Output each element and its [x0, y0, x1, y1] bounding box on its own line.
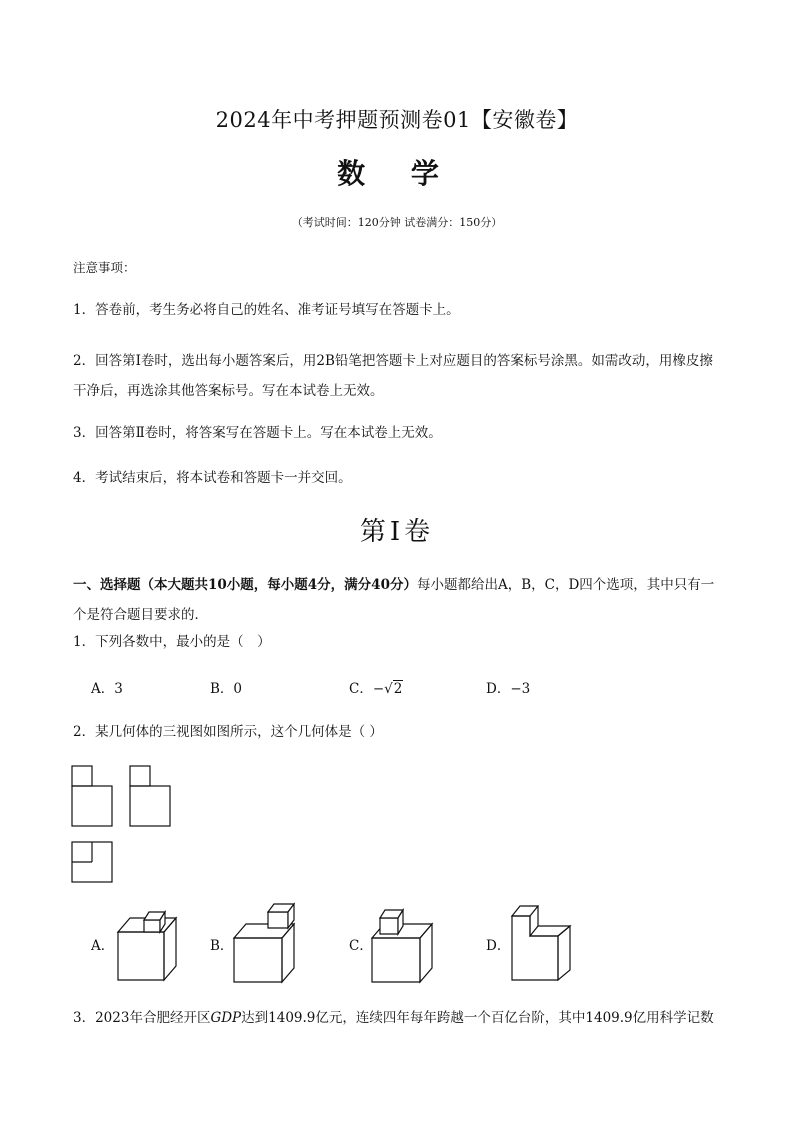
question-1-option-a[interactable]: A．3	[91, 681, 123, 697]
notice-item-1: 1．答卷前，考生务必将自己的姓名、准考证号填写在答题卡上。	[73, 302, 460, 318]
notice-heading: 注意事项：	[73, 260, 136, 275]
front-view	[72, 766, 112, 826]
exam-info: （考试时间：120分钟 试卷满分：150分）	[291, 216, 503, 229]
question-3-stem-after: 达到1409.9亿元，连续四年每年跨越一个百亿台阶，其中1409.9亿用科学记数	[241, 1010, 714, 1026]
section-intro-bold: 一、选择题（本大题共10小题，每小题4分，满分40分）	[73, 577, 417, 593]
notice-item-3: 3．回答第Ⅱ卷时，将答案写在答题卡上。写在本试卷上无效。	[73, 425, 442, 441]
question-2-option-b-label[interactable]: B．	[210, 938, 234, 954]
option-a-figure	[114, 906, 184, 984]
question-1-option-d[interactable]: D．−3	[486, 681, 531, 697]
side-view	[130, 766, 170, 826]
question-3-stem	[73, 1008, 714, 1028]
question-2-option-d-label[interactable]: D．	[486, 938, 511, 954]
top-view	[72, 842, 112, 882]
question-2-option-c-label[interactable]: C．	[349, 938, 373, 954]
subject-title: 数 学	[337, 157, 457, 190]
question-2-option-a-label[interactable]: A．	[91, 938, 115, 954]
question-3-stem-italic: GDP	[210, 1010, 242, 1026]
three-view-diagram	[70, 764, 180, 886]
part-heading: 第Ⅰ卷	[359, 517, 435, 547]
section-intro	[73, 570, 723, 630]
option-c-figure	[368, 902, 438, 986]
option-b-figure	[230, 902, 300, 986]
question-1-option-b[interactable]: B．0	[210, 681, 243, 697]
question-3-stem-before: 3．2023年合肥经开区	[73, 1010, 211, 1026]
sqrt-sign: √	[384, 681, 393, 697]
question-1-option-c[interactable]	[349, 677, 403, 697]
notice-item-2: 2．回答第Ⅰ卷时，选出每小题答案后，用2B铅笔把答题卡上对应题目的答案标号涂黑。如需改动，用橡皮擦干净后，再选涂其他答案标号。写在本试卷上无效。	[73, 353, 713, 399]
sqrt-radicand: 2	[393, 681, 403, 697]
question-1-option-c-label: C．−	[349, 681, 385, 697]
section-intro-rest: 每小题都给出A，B，C，D四个选项，其中只有一个是符合题目要求的．	[73, 577, 715, 623]
question-2-stem: 2．某几何体的三视图如图所示，这个几何体是（ ）	[73, 724, 383, 740]
notice-item-4: 4．考试结束后，将本试卷和答题卡一并交回。	[73, 470, 352, 486]
option-d-figure	[508, 904, 578, 984]
exam-title: 2024年中考押题预测卷01【安徽卷】	[215, 108, 579, 132]
question-1-stem: 1．下列各数中，最小的是（ ）	[73, 634, 271, 650]
